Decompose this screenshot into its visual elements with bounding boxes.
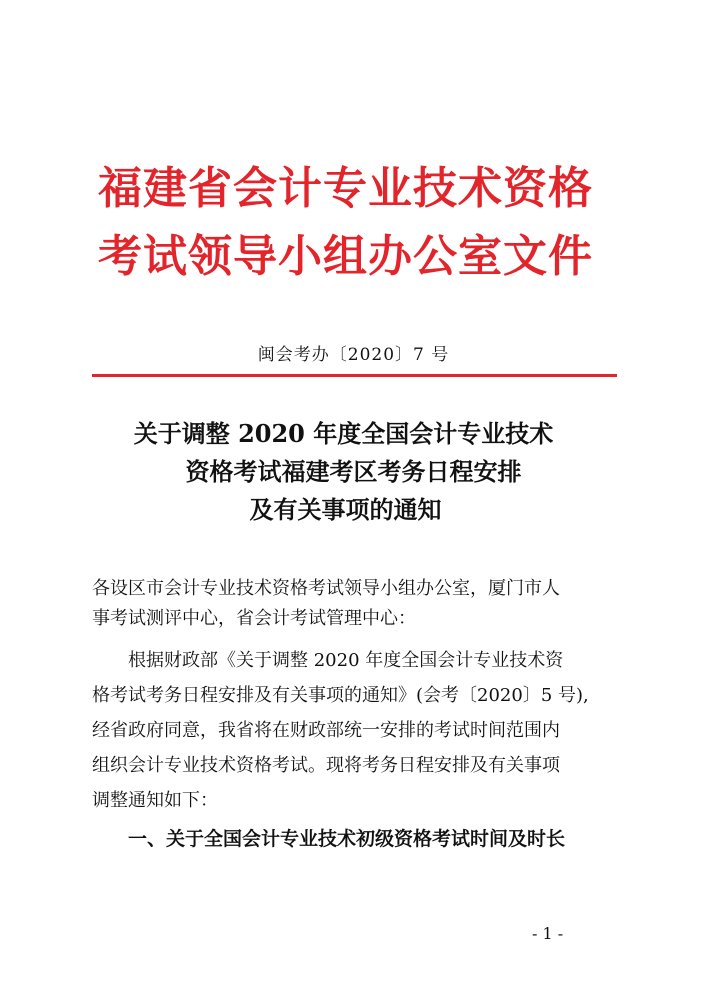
- body-paragraph-line1: 根据财政部《关于调整 2020 年度全国会计专业技术资: [128, 650, 564, 671]
- body-paragraph-line5: 调整通知如下：: [92, 790, 218, 811]
- body-paragraph-line4: 组织会计专业技术资格考试。现将考务日程安排及有关事项: [92, 755, 560, 776]
- document-title-line3: 及有关事项的通知: [249, 495, 442, 524]
- issuer-header-line1: 福建省会计专业技术资格: [98, 163, 593, 214]
- page-number: - 1 -: [532, 924, 564, 943]
- body-paragraph-line2: 格考试考务日程安排及有关事项的通知》(会考〔2020〕5 号),: [92, 685, 589, 706]
- issuer-header-line2: 考试领导小组办公室文件: [98, 231, 593, 282]
- section-heading-1: 一、关于全国会计专业技术初级资格考试时间及时长: [128, 828, 566, 850]
- red-separator-line: [92, 374, 617, 377]
- document-title-line1: 关于调整 2020 年度全国会计专业技术: [133, 419, 554, 448]
- document-title-line2: 资格考试福建考区考务日程安排: [185, 457, 522, 486]
- recipients-line1: 各设区市会计专业技术资格考试领导小组办公室，厦门市人: [92, 578, 560, 599]
- recipients-line2: 事考试测评中心，省会计考试管理中心：: [92, 608, 416, 629]
- document-number: 闽会考办〔2020〕7 号: [257, 345, 450, 365]
- body-paragraph-line3: 经省政府同意，我省将在财政部统一安排的考试时间范围内: [92, 720, 560, 741]
